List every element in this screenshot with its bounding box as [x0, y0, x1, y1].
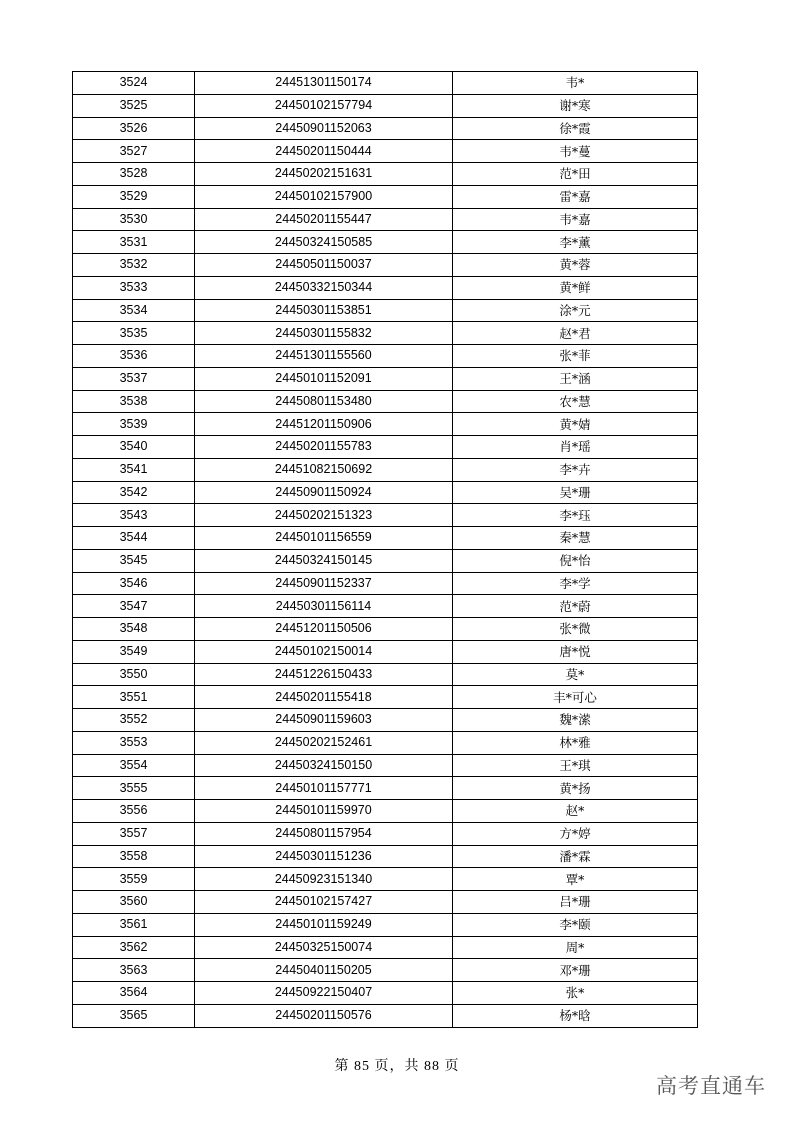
seq-cell: 3546 [73, 572, 195, 595]
name-cell: 涂*元 [453, 299, 698, 322]
table-row [73, 345, 698, 368]
id-cell: 24451082150692 [195, 458, 453, 481]
name-cell: 李*薰 [453, 231, 698, 254]
seq-cell: 3528 [73, 163, 195, 186]
id-cell: 24450324150145 [195, 549, 453, 572]
watermark: 高考直通车 [656, 1074, 766, 1098]
id-cell: 24450301153851 [195, 299, 453, 322]
table-row [73, 367, 698, 390]
page-footer: 第 85 页，共 88 页 [334, 1059, 460, 1074]
id-cell: 24450923151340 [195, 868, 453, 891]
table-row [73, 140, 698, 163]
name-cell: 范*田 [453, 163, 698, 186]
table-row [73, 663, 698, 686]
name-cell: 杨*晗 [453, 1004, 698, 1027]
seq-cell: 3559 [73, 868, 195, 891]
name-cell: 莫* [453, 663, 698, 686]
table-row [73, 458, 698, 481]
name-cell: 李*珏 [453, 504, 698, 527]
id-cell: 24451301150174 [195, 72, 453, 95]
name-cell: 肖*瑶 [453, 436, 698, 459]
seq-cell: 3558 [73, 845, 195, 868]
name-cell: 方*婷 [453, 822, 698, 845]
table-row [73, 322, 698, 345]
id-cell: 24450101159249 [195, 913, 453, 936]
seq-cell: 3557 [73, 822, 195, 845]
table-row [73, 982, 698, 1005]
table-row [73, 72, 698, 95]
id-cell: 24451201150506 [195, 618, 453, 641]
id-cell: 24450202152461 [195, 731, 453, 754]
seq-cell: 3549 [73, 640, 195, 663]
seq-cell: 3548 [73, 618, 195, 641]
table-row [73, 822, 698, 845]
table-row [73, 891, 698, 914]
name-cell: 韦*蔓 [453, 140, 698, 163]
id-cell: 24450102150014 [195, 640, 453, 663]
id-cell: 24450301151236 [195, 845, 453, 868]
name-cell: 周* [453, 936, 698, 959]
id-cell: 24450801153480 [195, 390, 453, 413]
name-cell: 赵*君 [453, 322, 698, 345]
table-row [73, 117, 698, 140]
seq-cell: 3565 [73, 1004, 195, 1027]
seq-cell: 3547 [73, 595, 195, 618]
table-row [73, 572, 698, 595]
table-row [73, 436, 698, 459]
seq-cell: 3554 [73, 754, 195, 777]
name-cell: 王*涵 [453, 367, 698, 390]
seq-cell: 3534 [73, 299, 195, 322]
seq-cell: 3527 [73, 140, 195, 163]
table-row [73, 913, 698, 936]
id-cell: 24450201155418 [195, 686, 453, 709]
name-cell: 黄*鲜 [453, 276, 698, 299]
id-cell: 24450301156114 [195, 595, 453, 618]
id-cell: 24450501150037 [195, 254, 453, 277]
id-cell: 24450325150074 [195, 936, 453, 959]
seq-cell: 3561 [73, 913, 195, 936]
seq-cell: 3533 [73, 276, 195, 299]
table-row [73, 299, 698, 322]
id-cell: 24450201155447 [195, 208, 453, 231]
name-cell: 李*学 [453, 572, 698, 595]
id-cell: 24450202151631 [195, 163, 453, 186]
table-row [73, 754, 698, 777]
table-row [73, 231, 698, 254]
table-row [73, 686, 698, 709]
id-cell: 24450201155783 [195, 436, 453, 459]
name-cell: 魏*潆 [453, 709, 698, 732]
id-cell: 24450324150585 [195, 231, 453, 254]
table-row [73, 163, 698, 186]
name-cell: 秦*慧 [453, 527, 698, 550]
name-cell: 范*蔚 [453, 595, 698, 618]
name-cell: 张*微 [453, 618, 698, 641]
table-row [73, 618, 698, 641]
seq-cell: 3551 [73, 686, 195, 709]
seq-cell: 3560 [73, 891, 195, 914]
name-cell: 覃* [453, 868, 698, 891]
seq-cell: 3524 [73, 72, 195, 95]
name-cell: 王*琪 [453, 754, 698, 777]
name-cell: 潘*霖 [453, 845, 698, 868]
name-cell: 黄*蓉 [453, 254, 698, 277]
table-row [73, 276, 698, 299]
id-cell: 24450901159603 [195, 709, 453, 732]
name-cell: 谢*寒 [453, 94, 698, 117]
roster-table [72, 71, 698, 1028]
name-cell: 倪*怡 [453, 549, 698, 572]
name-cell: 唐*悦 [453, 640, 698, 663]
seq-cell: 3538 [73, 390, 195, 413]
id-cell: 24450102157900 [195, 185, 453, 208]
table-row [73, 413, 698, 436]
id-cell: 24451201150906 [195, 413, 453, 436]
table-row [73, 868, 698, 891]
seq-cell: 3539 [73, 413, 195, 436]
id-cell: 24450332150344 [195, 276, 453, 299]
table-row [73, 845, 698, 868]
id-cell: 24450401150205 [195, 959, 453, 982]
table-row [73, 959, 698, 982]
seq-cell: 3536 [73, 345, 195, 368]
name-cell: 农*慧 [453, 390, 698, 413]
seq-cell: 3531 [73, 231, 195, 254]
name-cell: 吕*珊 [453, 891, 698, 914]
seq-cell: 3545 [73, 549, 195, 572]
id-cell: 24451301155560 [195, 345, 453, 368]
table-row [73, 208, 698, 231]
table-row [73, 709, 698, 732]
name-cell: 吴*珊 [453, 481, 698, 504]
id-cell: 24451226150433 [195, 663, 453, 686]
name-cell: 李*颐 [453, 913, 698, 936]
id-cell: 24450324150150 [195, 754, 453, 777]
seq-cell: 3532 [73, 254, 195, 277]
table-row [73, 390, 698, 413]
table-row [73, 254, 698, 277]
seq-cell: 3530 [73, 208, 195, 231]
seq-cell: 3550 [73, 663, 195, 686]
name-cell: 徐*霞 [453, 117, 698, 140]
table-row [73, 936, 698, 959]
seq-cell: 3529 [73, 185, 195, 208]
seq-cell: 3537 [73, 367, 195, 390]
table-row [73, 504, 698, 527]
seq-cell: 3562 [73, 936, 195, 959]
table-row [73, 549, 698, 572]
id-cell: 24450102157427 [195, 891, 453, 914]
id-cell: 24450201150444 [195, 140, 453, 163]
id-cell: 24450101152091 [195, 367, 453, 390]
id-cell: 24450101156559 [195, 527, 453, 550]
name-cell: 张*菲 [453, 345, 698, 368]
seq-cell: 3540 [73, 436, 195, 459]
table-row [73, 185, 698, 208]
roster-body [73, 72, 698, 1028]
name-cell: 邓*珊 [453, 959, 698, 982]
table-row [73, 1004, 698, 1027]
id-cell: 24450901152063 [195, 117, 453, 140]
table-row [73, 595, 698, 618]
id-cell: 24450301155832 [195, 322, 453, 345]
name-cell: 张* [453, 982, 698, 1005]
table-row [73, 640, 698, 663]
table-row [73, 731, 698, 754]
id-cell: 24450801157954 [195, 822, 453, 845]
id-cell: 24450102157794 [195, 94, 453, 117]
id-cell: 24450922150407 [195, 982, 453, 1005]
seq-cell: 3541 [73, 458, 195, 481]
name-cell: 黄*扬 [453, 777, 698, 800]
name-cell: 雷*嘉 [453, 185, 698, 208]
name-cell: 丰*可心 [453, 686, 698, 709]
id-cell: 24450101159970 [195, 800, 453, 823]
name-cell: 林*雅 [453, 731, 698, 754]
table-row [73, 481, 698, 504]
name-cell: 黄*婧 [453, 413, 698, 436]
id-cell: 24450101157771 [195, 777, 453, 800]
name-cell: 韦* [453, 72, 698, 95]
seq-cell: 3525 [73, 94, 195, 117]
seq-cell: 3544 [73, 527, 195, 550]
id-cell: 24450202151323 [195, 504, 453, 527]
table-row [73, 777, 698, 800]
name-cell: 赵* [453, 800, 698, 823]
seq-cell: 3553 [73, 731, 195, 754]
id-cell: 24450901150924 [195, 481, 453, 504]
name-cell: 李*卉 [453, 458, 698, 481]
name-cell: 韦*嘉 [453, 208, 698, 231]
table-row [73, 527, 698, 550]
seq-cell: 3535 [73, 322, 195, 345]
seq-cell: 3563 [73, 959, 195, 982]
seq-cell: 3542 [73, 481, 195, 504]
id-cell: 24450901152337 [195, 572, 453, 595]
seq-cell: 3526 [73, 117, 195, 140]
seq-cell: 3552 [73, 709, 195, 732]
table-row [73, 94, 698, 117]
seq-cell: 3556 [73, 800, 195, 823]
seq-cell: 3543 [73, 504, 195, 527]
id-cell: 24450201150576 [195, 1004, 453, 1027]
seq-cell: 3555 [73, 777, 195, 800]
seq-cell: 3564 [73, 982, 195, 1005]
table-row [73, 800, 698, 823]
